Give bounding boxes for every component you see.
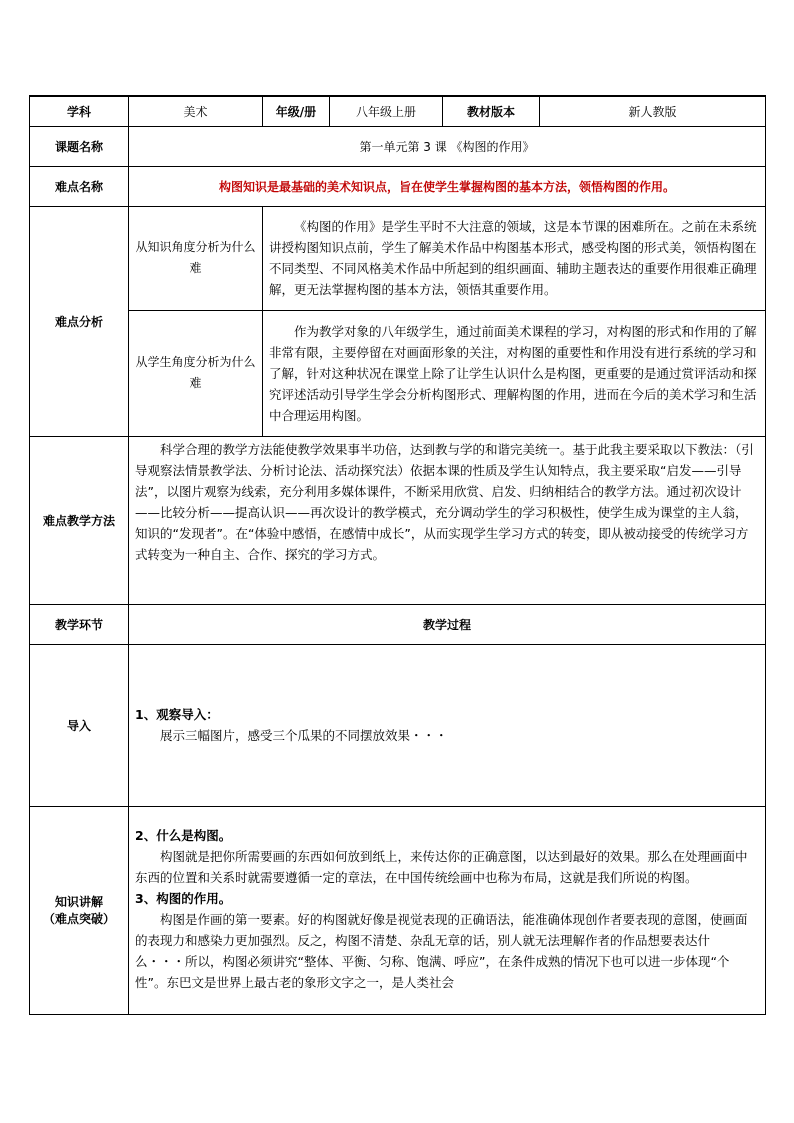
lesson-row bbox=[30, 126, 766, 166]
edition-value: 新人教版 bbox=[540, 96, 766, 126]
lesson-plan-table bbox=[29, 95, 766, 1015]
knowledge-sublabel: （难点突破） bbox=[42, 912, 115, 926]
knowledge-heading-2: 3、构图的作用。 bbox=[135, 890, 232, 906]
process-header-row bbox=[30, 604, 766, 644]
student-angle-label: 从学生角度分析为什么难 bbox=[129, 310, 263, 436]
difficulty-row bbox=[30, 166, 766, 206]
header-row bbox=[30, 96, 766, 126]
grade-value: 八年级上册 bbox=[330, 96, 443, 126]
subject-label: 学科 bbox=[30, 96, 129, 126]
difficulty-statement: 构图知识是最基础的美术知识点，旨在使学生掌握构图的基本方法，领悟构图的作用。 bbox=[129, 166, 766, 206]
student-angle-text: 作为教学对象的八年级学生，通过前面美术课程的学习，对构图的形式和作用的了解非常有限，主要停留在对画面形象的关注，对构图的重要性和作用没有进行系统的学习和了解，针对这种状况在课堂上除了让学生认识什么是构图，更重要的是通过赏评活动和探究评述活动引导学生学会分析构图形式、理解构图的作用，进而在今后的美术学习和生活中合理运用构图。 bbox=[269, 323, 757, 423]
knowledge-text-2: 构图是作画的第一要素。好的构图就好像是视觉表现的正确语法，能准确体现创作者要表现的意图，使画面的表现力和感染力更加强烈。反之，构图不清楚、杂乱无章的话，别人就无法理解作者的作品想要表达什么・・・所以，构图必须讲究“整体、平衡、匀称、饱满、呼应”，在条件成熟的情况下也可以进一步体现“个性”。东巴文是世界上最古老的象形文字之一，是人类社会 bbox=[135, 911, 748, 990]
method-row bbox=[30, 436, 766, 604]
intro-heading: 1、观察导入： bbox=[135, 707, 219, 722]
knowledge-heading-1: 2、什么是构图。 bbox=[135, 827, 232, 843]
knowledge-text-1: 构图就是把你所需要画的东西如何放到纸上，来传达你的正确意图，以达到最好的效果。那么在处理画面中东西的位置和关系时就需要遵循一定的章法，在中国传统绘画中也称为布局，这就是我们所说的构图。 bbox=[135, 848, 748, 885]
analysis-row-knowledge bbox=[30, 206, 766, 310]
method-label: 难点教学方法 bbox=[30, 436, 129, 604]
method-text: 科学合理的教学方法能使教学效果事半功倍，达到教与学的和谐完美统一。基于此我主要采取以下教法：（引导观察法情景教学法、分析讨论法、活动探究法）依据本课的性质及学生认知特点，我主要采取“启发——引导法”，以图片观察为线索，充分利用多媒体课件，不断采用欣赏、启发、归纳相结合的教学方法。通过初次设计——比较分析——提高认识——再次设计的教学模式，充分调动学生的学习积极性，使学生成为课堂的主人翁，知识的“发现者”。在“体验中感悟，在感情中成长”，从而实现学生学习方式的转变，即从被动接受的传统学习方式转变为一种自主、合作、探究的学习方式。 bbox=[135, 441, 754, 562]
analysis-row-student bbox=[30, 310, 766, 436]
knowledge-angle-label: 从知识角度分析为什么难 bbox=[129, 206, 263, 310]
intro-row bbox=[30, 644, 766, 806]
lesson-label: 课题名称 bbox=[30, 126, 129, 166]
knowledge-angle-text: 《构图的作用》是学生平时不大注意的领域，这是本节课的困难所在。之前在未系统讲授构图知识点前，学生了解美术作品中构图基本形式，感受构图的形式美，领悟构图在不同类型、不同风格美术作品中所起到的组织画面、辅助主题表达的重要作用很难正确理解，更无法掌握构图的基本方法，领悟其重要作用。 bbox=[269, 219, 757, 297]
lesson-title: 第一单元第 3 课 《构图的作用》 bbox=[129, 126, 766, 166]
knowledge-row bbox=[30, 806, 766, 1014]
difficulty-label: 难点名称 bbox=[30, 166, 129, 206]
subject-value: 美术 bbox=[129, 96, 263, 126]
intro-label: 导入 bbox=[30, 644, 129, 806]
process-header: 教学过程 bbox=[129, 604, 766, 644]
analysis-label: 难点分析 bbox=[30, 206, 129, 436]
grade-label: 年级/册 bbox=[263, 96, 330, 126]
knowledge-label: 知识讲解 bbox=[54, 895, 103, 909]
intro-text: 展示三幅图片，感受三个瓜果的不同摆放效果・・・ bbox=[160, 728, 448, 743]
stage-header: 教学环节 bbox=[30, 604, 129, 644]
edition-label: 教材版本 bbox=[443, 96, 540, 126]
